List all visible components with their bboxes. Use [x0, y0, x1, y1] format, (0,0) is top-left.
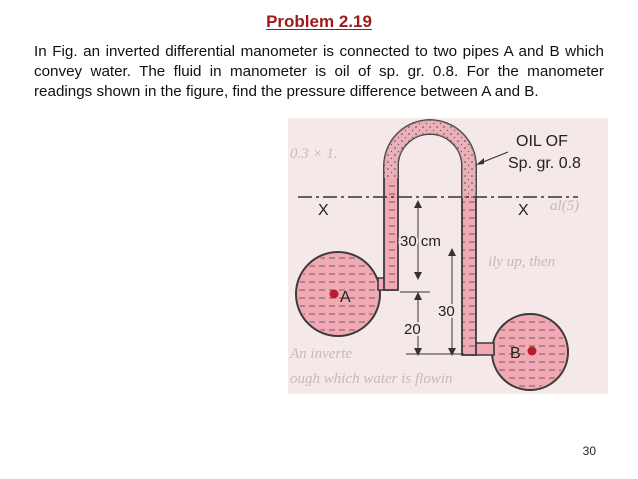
datum-left-label: X: [318, 202, 329, 219]
dimension-30: 30: [438, 303, 455, 320]
manometer-figure: [288, 118, 608, 394]
dimension-20: 20: [404, 321, 421, 338]
water-column-right: [463, 200, 475, 352]
problem-title: Problem 2.19: [266, 12, 372, 31]
page-number: 30: [582, 444, 596, 458]
pipe-a-label: A: [340, 289, 351, 306]
oil-label-line2: Sp. gr. 0.8: [508, 155, 581, 172]
pipe-b: [492, 314, 568, 390]
problem-statement: In Fig. an inverted differential manometer is connected to two pipes A and B which convey water. The fluid in manometer is oil of sp. gr. 0.8. For the manometer readings shown in the figure, find the pressure difference between A and B.: [34, 43, 604, 100]
pipe-a-centre-icon: [330, 290, 339, 299]
water-column-left: [385, 180, 397, 288]
pipe-b-centre-icon: [528, 347, 537, 356]
pipe-a: [296, 252, 380, 336]
bg-fragment: An inverte: [290, 346, 353, 362]
bg-fragment: ough which water is flowin: [290, 371, 453, 387]
bg-fragment: al(5): [550, 198, 580, 214]
dimension-30cm: 30 cm: [400, 233, 441, 250]
bg-fragment: 0.3 × 1.: [290, 146, 338, 162]
oil-label-line1: OIL OF: [516, 133, 568, 150]
bg-fragment: ily up, then: [488, 254, 556, 270]
pipe-b-label: B: [510, 345, 521, 362]
datum-right-label: X: [518, 202, 529, 219]
